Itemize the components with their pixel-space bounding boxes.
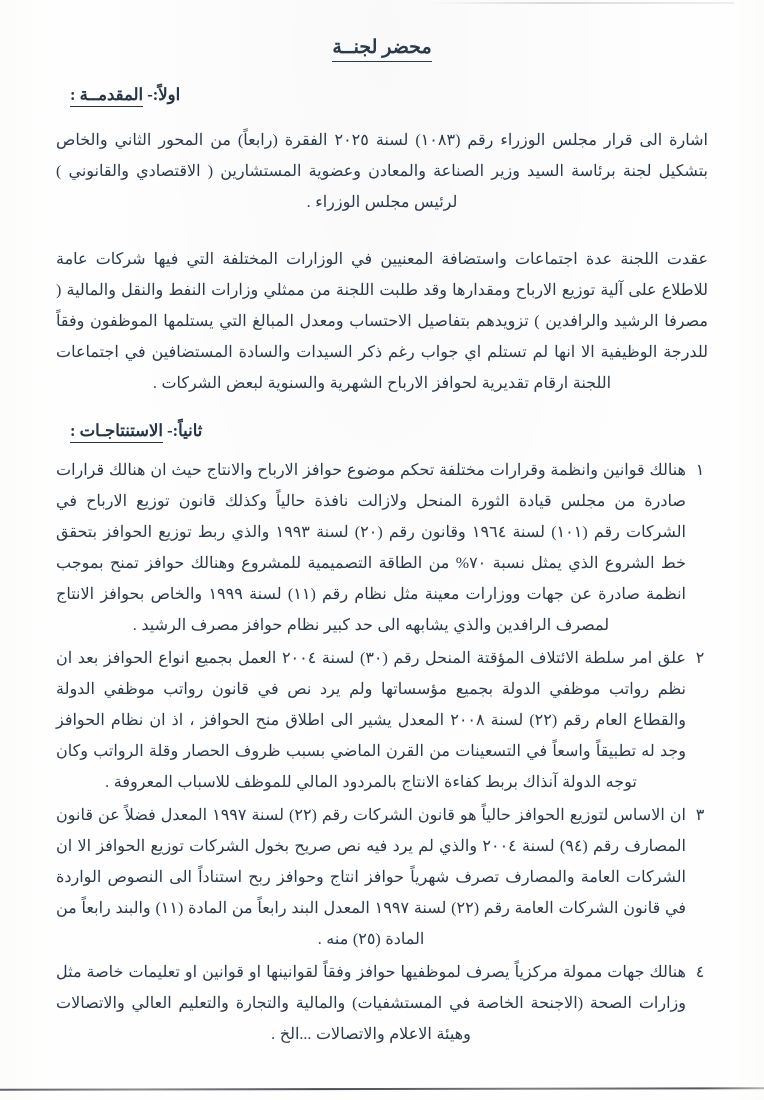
list-item-marker: ٢ [695,650,705,667]
section-title-conclusions: الاستنتاجـات : [70,421,163,443]
section-heading-conclusions [56,421,708,441]
list-item-marker: ٤ [695,964,705,981]
list-item-text: ان الاساس لتوزيع الحوافز حالياً هو قانون الشركات رقم (٢٢) لسنة ١٩٩٧ المعدل فضلاً عن قانون المصارف رقم (٩٤) لسنة ٢٠٠٤ والذي لم يرد فيه نص صريح بخول الشركات توزيع الحوافز الا ان الشركات العامة والمصارف تصرف شهرياً حوافز انتاج وحوافز ربح استناداً الى النصوص الواردة في قانون الشركات العامة رقم (٢٢) لسنة ١٩٩٧ المعدل البند رابعاً من المادة (١١) والبند رابعاً من المادة (٢٥) منه . [56,807,687,948]
document-title-text: محضر لجنــة [332,37,431,62]
list-item [56,800,708,955]
list-item-text: هنالك قوانين وانظمة وقرارات مختلفة تحكم موضوع حوافز الارباح والانتاج حيث ان هنالك قرارات صادرة من مجلس قيادة الثورة المنحل ولازالت نافذة حالياً وكذلك قانون توزيع الارباح في الشركات رقم (١٠١) لسنة ١٩٦٤ وقانون رقم (٢٠) لسنة ١٩٩٣ والذي ربط توزيع الحوافز بتحقق خط الشروع الذي يمثل نسبة ٧٠% من الطاقة التصميمية للمشروع وهنالك حوافز تمنح بموجب انظمة صادرة عن جهات ووزارات معينة مثل نظام رقم (١١) لسنة ١٩٩٩ والخاص بحوافز الانتاج لمصرف الرافدين والذي يشابهه الى حد كبير نظام حوافز مصرف الرشيد . [56,462,687,634]
list-item [56,643,708,798]
list-item-marker: ١ [695,462,705,479]
intro-paragraph-1: اشارة الى قرار مجلس الوزراء رقم (١٠٨٣) لسنة ٢٠٢٥ الفقرة (رابعاً) من المحور الثاني والخاص بتشكيل لجنة برئاسة السيد وزير الصناعة والمعادن وعضوية المستشارين ( الاقتصادي والقانوني ) لرئيس مجلس الوزراء . [56,132,708,211]
section-lead-introduction: اولاً:- [147,85,181,104]
list-item [56,957,708,1050]
document-title [56,36,708,59]
conclusions-list [56,455,708,1050]
list-item-text: هنالك جهات ممولة مركزياً يصرف لموظفيها حوافز وفقاً لقوانينها او قوانين او تعليمات خاصة مثل وزارات الصحة (الاجنحة الخاصة في المستشفيات) والمالية والتجارة والتعليم العالي والاتصالات وهيئة الاعلام والاتصالات ...الخ . [56,964,686,1043]
scan-edge-bottom [0,1087,764,1091]
section-lead-conclusions: ثانياً:- [167,421,203,440]
list-item-marker: ٣ [695,807,705,824]
document-content [56,0,708,1052]
list-item [56,455,708,641]
section-title-introduction: المقدمــة : [70,85,143,107]
section-heading-introduction [56,85,708,105]
list-item-text: علق امر سلطة الائتلاف المؤقتة المنحل رقم (٣٠) لسنة ٢٠٠٤ العمل بجميع انواع الحوافز بعد ان نظم رواتب موظفي الدولة بجميع مؤسساتها ولم يرد نص في قانون رواتب موظفي الدولة والقطاع العام رقم (٢٢) لسنة ٢٠٠٨ المعدل يشير الى اطلاق منح الحوافز ، اذ ان نظام الحوافز وجد له تطبيقاً واسعاً في التسعينات من القرن الماضي بسبب ظروف الحصار وقلة الرواتب وكان توجه الدولة آنذاك بربط كفاءة الانتاج بالمردود المالي للموظف للاسباب المعروفة . [56,650,686,791]
intro-paragraph-2: عقدت اللجنة عدة اجتماعات واستضافة المعنيين في الوزارات المختلفة التي فيها شركات عامة للاطلاع على آلية توزيع الارباح ومقدارها وقد طلبت اللجنة من ممثلي وزارات النفط والنقل والمالية ( مصرفا الرشيد والرافدين ) تزويدهم بتفاصيل الاحتساب ومعدل المبالغ التي يستلمها الموظفون وفقاً للدرجة الوظيفية الا انها لم تستلم اي جواب رغم ذكر السيدات والسادة المستضافين في اجتماعات اللجنة ارقام تقديرية لحوافز الارباح الشهرية والسنوية لبعض الشركات . [56,251,708,392]
